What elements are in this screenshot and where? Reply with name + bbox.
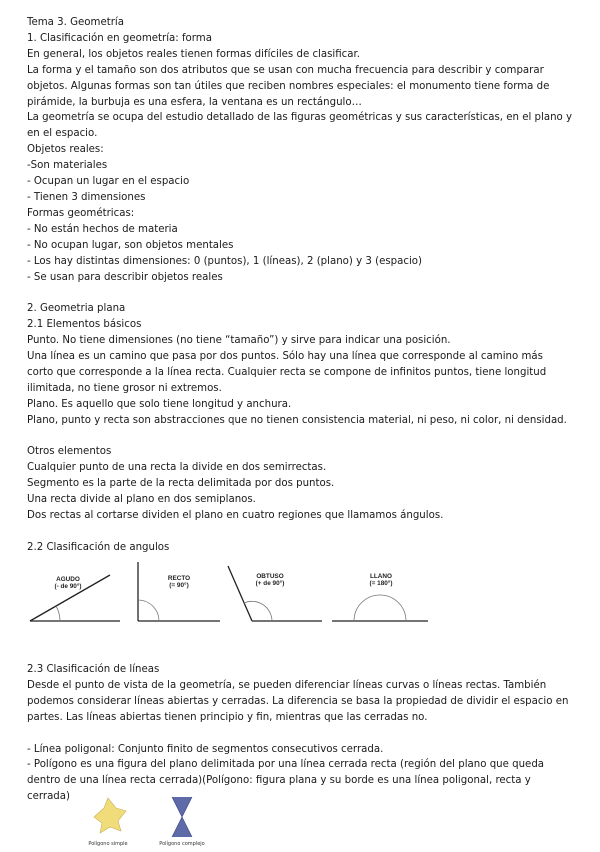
section-2-3-heading: 2.3 Clasificación de líneas [27, 664, 160, 675]
list-item: - Tienen 3 dimensiones [27, 191, 146, 203]
paragraph-line: En general, los objetos reales tienen formas difíciles de clasificar. [27, 48, 361, 60]
paragraph-line: en el espacio. [27, 128, 98, 140]
list-item: - No están hechos de materia [27, 223, 178, 235]
straight-label: LLANO [369, 573, 393, 580]
straight-angle-diagram [332, 573, 428, 621]
right-sublabel: (= 90°) [169, 582, 189, 589]
list-item: -Son materiales [27, 160, 108, 172]
other-elements-body [27, 460, 575, 524]
obtuse-sublabel: (+ de 90°) [255, 580, 285, 587]
section-2-2-heading: 2.2 Clasificación de angulos [27, 541, 170, 553]
complex-polygon-caption: Polígono complejo [159, 841, 205, 847]
section-2-1-body [27, 333, 575, 428]
section-1-body [27, 47, 575, 286]
paragraph-line: Desde el punto de vista de la geometría, se pueden diferenciar líneas curvas o líneas rectas. También [27, 679, 547, 691]
paragraph-line: Segmento es la parte de la recta delimitada por dos puntos. [27, 478, 335, 490]
paragraph-line: La forma y el tamaño son dos atributos que se usan con mucha frecuencia para describir y comparar [27, 64, 544, 76]
acute-sublabel: (- de 90°) [54, 583, 82, 590]
straight-sublabel: (= 180°) [369, 580, 393, 587]
right-label: RECTO [167, 575, 191, 582]
obtuse-angle-diagram [228, 566, 322, 621]
paragraph-line: Plano. Es aquello que solo tiene longitud y anchura. [27, 398, 292, 410]
paragraph-line: Una recta divide al plano en dos semiplanos. [27, 494, 256, 506]
paragraph-line: ilimitada, no tiene grosor ni extremos. [27, 382, 222, 394]
section-2-1-heading: 2.1 Elementos básicos [27, 319, 142, 331]
section-2-3 [27, 662, 575, 805]
list-heading: Objetos reales: [27, 144, 104, 156]
paragraph-line: corto que corresponde a la línea recta. Cualquier recta se compone de infinitos puntos, tiene longitud [27, 366, 547, 378]
other-elements-heading: Otros elementos [27, 446, 112, 458]
acute-label: AGUDO [56, 576, 80, 583]
paragraph-line: podemos considerar líneas abiertas y cerradas. La diferencia se basa la propiedad de dividir el espacio en [27, 695, 569, 707]
list-item: - No ocupan lugar, son objetos mentales [27, 239, 234, 251]
right-angle-diagram [138, 562, 220, 621]
paragraph-line: pirámide, la burbuja es una esfera, la ventana es un rectángulo… [27, 96, 362, 108]
polygon-examples-figure [84, 795, 234, 848]
paragraph-line: - Línea poligonal: Conjunto finito de segmentos consecutivos cerrada. [27, 743, 384, 755]
paragraph-line: objetos. Algunas formas son tan útiles que reciben nombres especiales: el monumento tiene forma de [27, 80, 550, 92]
document-page [27, 15, 575, 556]
paragraph-line: Dos rectas al cortarse dividen el plano en cuatro regiones que llamamos ángulos. [27, 510, 444, 522]
list-item: - Los hay distintas dimensiones: 0 (puntos), 1 (líneas), 2 (plano) y 3 (espacio) [27, 255, 423, 267]
paragraph-line: Una línea es un camino que pasa por dos puntos. Sólo hay una línea que corresponde al camino más [27, 351, 543, 363]
paragraph-line: cerrada) [27, 791, 70, 803]
simple-polygon-shape [94, 798, 126, 833]
paragraph-line: Punto. No tiene dimensiones (no tiene “tamaño”) y sirve para indicar una posición. [27, 335, 451, 347]
list-item: - Ocupan un lugar en el espacio [27, 176, 190, 188]
list-item: - Se usan para describir objetos reales [27, 271, 223, 283]
paragraph-line: partes. Las líneas abiertas tienen principio y fin, mientras que las cerradas no. [27, 711, 428, 723]
paragraph-line: Cualquier punto de una recta la divide en dos semirrectas. [27, 462, 327, 474]
paragraph-line: Plano, punto y recta son abstracciones que no tienen consistencia material, ni peso, ni color, ni densidad. [27, 414, 567, 426]
paragraph-line: - Polígono es una figura del plano delimitada por una línea cerrada recta (región del plano que queda [27, 759, 545, 771]
simple-polygon-caption: Polígono simple [88, 841, 128, 847]
obtuse-label: OBTUSO [256, 573, 284, 580]
acute-angle-diagram [30, 575, 120, 621]
section-1-heading: 1. Clasificación en geometría: forma [27, 32, 212, 44]
list-heading: Formas geométricas: [27, 207, 135, 219]
document-title: Tema 3. Geometría [27, 17, 124, 28]
paragraph-line: La geometría se ocupa del estudio detallado de las figuras geométricas y sus características, en el plano y [27, 112, 573, 124]
paragraph-line: dentro de una línea recta cerrada)(Polígono: figura plana y su borde es una línea poligonal, recta y [27, 775, 531, 787]
complex-polygon-shape [172, 797, 192, 837]
angle-classification-figure [24, 558, 432, 633]
section-2-heading: 2. Geometria plana [27, 303, 126, 315]
